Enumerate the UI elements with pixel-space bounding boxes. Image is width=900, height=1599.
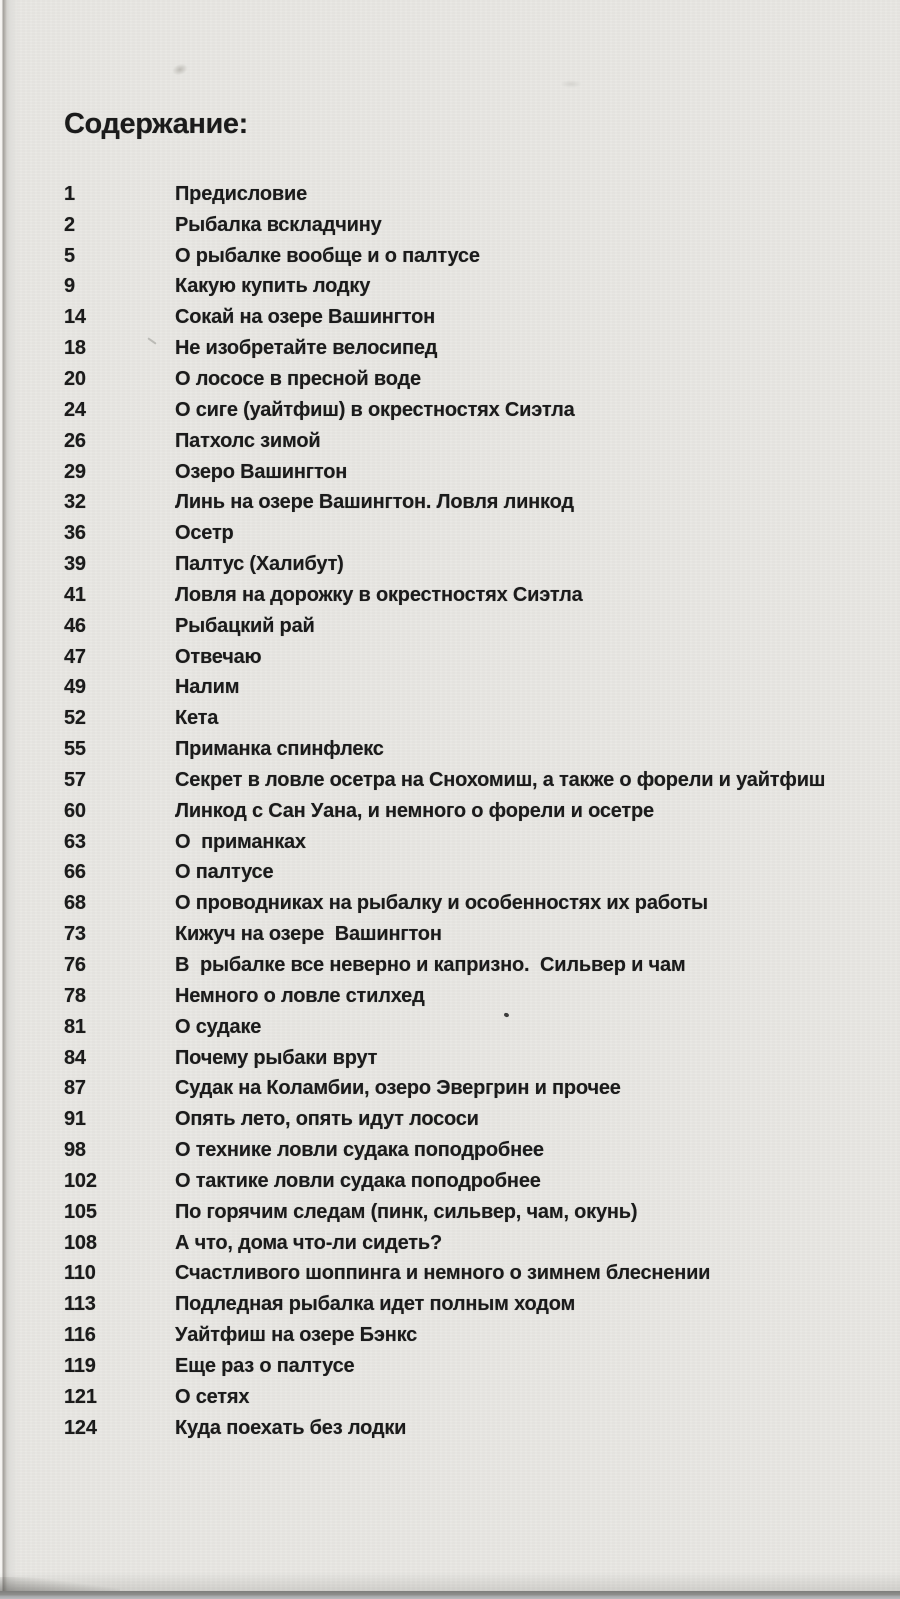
toc-entry-title: Подледная рыбалка идет полным ходом [175, 1293, 576, 1316]
toc-page-number: 14 [64, 306, 86, 329]
toc-row [64, 1320, 864, 1351]
toc-row [64, 241, 864, 272]
toc-entry-title: Предисловие [175, 182, 307, 205]
toc-page-number: 98 [64, 1139, 86, 1162]
toc-row [64, 673, 864, 704]
toc-page-number: 26 [64, 429, 86, 452]
toc-page-number: 29 [64, 460, 86, 483]
toc-page-number: 113 [64, 1293, 96, 1316]
toc-row [64, 858, 864, 889]
toc-page-number: 18 [64, 337, 86, 360]
toc-page-number: 110 [64, 1262, 96, 1285]
toc-row [64, 1259, 864, 1290]
toc-row [64, 1351, 864, 1382]
toc-entry-title: Озеро Вашингтон [175, 460, 348, 483]
toc-row [64, 487, 864, 518]
page-bottom-shadow [0, 1572, 900, 1592]
toc-row [64, 457, 864, 488]
toc-page-number: 105 [64, 1200, 97, 1223]
toc-entry-title: Немного о ловле стилхед [175, 984, 425, 1007]
toc-row [64, 765, 864, 796]
toc-entry-title: Ловля на дорожку в окрестностях Сиэтла [175, 583, 583, 606]
toc-entry-title: Судак на Коламбии, озеро Эвергрин и прочее [175, 1077, 621, 1100]
toc-row [64, 642, 864, 673]
toc-row [64, 1073, 864, 1104]
toc-entry-title: Линь на озере Вашингтон. Ловля линкод [175, 491, 574, 514]
toc-entry-title: Линкод с Сан Уана, и немного о форели и осетре [175, 799, 654, 822]
toc-page-number: 81 [64, 1015, 86, 1038]
toc-row [64, 1043, 864, 1074]
toc-row [64, 703, 864, 734]
toc-row [64, 426, 864, 457]
toc-entry-title: Кета [175, 707, 219, 730]
toc-entry-title: Налим [175, 676, 240, 699]
toc-entry-title: А что, дома что-ли сидеть? [175, 1231, 442, 1254]
toc-entry-title: Отвечаю [175, 645, 262, 668]
toc-entry-title: Секрет в ловле осетра на Снохомиш, а также о форели и уайтфиш [175, 768, 826, 791]
toc-entry-title: Сокай на озере Вашингтон [175, 306, 436, 329]
toc-row [64, 734, 864, 765]
toc-row [64, 919, 864, 950]
toc-entry-title: Еще раз о палтусе [175, 1354, 355, 1377]
toc-entry-title: В рыбалке все неверно и капризно. Сильвер и чам [175, 954, 686, 977]
toc-page-number: 41 [64, 583, 86, 606]
toc-row [64, 827, 864, 858]
toc-entry-title: Осетр [175, 522, 234, 545]
toc-entry-title: Кижуч на озере Вашингтон [175, 923, 442, 946]
toc-entry-title: О проводниках на рыбалку и особенностях их работы [175, 892, 708, 915]
toc-entry-title: Счастливого шоппинга и немного о зимнем блеснении [175, 1262, 711, 1285]
toc-page-number: 119 [64, 1354, 96, 1377]
toc-entry-title: Не изобретайте велосипед [175, 337, 438, 360]
toc-row [64, 981, 864, 1012]
toc-page-number: 2 [64, 213, 75, 236]
toc-row [64, 210, 864, 241]
toc-entry-title: Куда поехать без лодки [175, 1416, 407, 1439]
toc-page-number: 84 [64, 1046, 86, 1069]
toc-row [64, 395, 864, 426]
toc-row [64, 1413, 864, 1444]
scan-speck [171, 62, 190, 78]
toc-entry-title: Приманка спинфлекс [175, 738, 384, 761]
toc-row [64, 549, 864, 580]
toc-row [64, 1197, 864, 1228]
toc-row [64, 333, 864, 364]
toc-row [64, 302, 864, 333]
toc-page-number: 57 [64, 768, 86, 791]
scan-speck [560, 80, 582, 88]
toc-page-number: 9 [64, 275, 75, 298]
toc-row [64, 1166, 864, 1197]
toc-page-number: 5 [64, 244, 75, 267]
toc-entry-title: Палтус (Халибут) [175, 553, 344, 576]
toc-page-number: 36 [64, 522, 86, 545]
scanner-edge-bar [0, 1591, 900, 1599]
toc-row [64, 1135, 864, 1166]
toc-row [64, 611, 864, 642]
toc-page-number: 60 [64, 799, 86, 822]
toc-page-number: 55 [64, 738, 86, 761]
toc-entry-title: Рыбацкий рай [175, 614, 315, 637]
toc-row [64, 1228, 864, 1259]
toc-page-number: 49 [64, 676, 86, 699]
toc-page-number: 76 [64, 954, 86, 977]
toc-page-number: 68 [64, 892, 86, 915]
toc-entry-title: Почему рыбаки врут [175, 1046, 378, 1069]
toc-page-number: 1 [64, 182, 75, 205]
toc-page-number: 66 [64, 861, 86, 884]
toc-entry-title: О сетях [175, 1385, 250, 1408]
toc-page-number: 78 [64, 984, 86, 1007]
toc-page-number: 91 [64, 1108, 86, 1131]
toc-entry-title: Уайтфиш на озере Бэнкс [175, 1324, 418, 1347]
toc-row [64, 364, 864, 395]
toc-row [64, 888, 864, 919]
toc-entry-title: О палтусе [175, 861, 274, 884]
page-title: Содержание: [64, 108, 248, 141]
toc-page-number: 73 [64, 923, 86, 946]
toc-entry-title: Рыбалка вскладчину [175, 213, 382, 236]
toc-page-number: 52 [64, 707, 86, 730]
toc-page-number: 63 [64, 830, 86, 853]
toc-page-number: 24 [64, 398, 86, 421]
toc-row [64, 272, 864, 303]
toc-entry-title: О сиге (уайтфиш) в окрестностях Сиэтла [175, 398, 575, 421]
toc-row [64, 1382, 864, 1413]
toc-entry-title: О приманках [175, 830, 306, 853]
toc-row [64, 950, 864, 981]
toc-entry-title: О судаке [175, 1015, 262, 1038]
page-left-edge [0, 0, 18, 1592]
toc-entry-title: О технике ловли судака поподробнее [175, 1139, 544, 1162]
toc-list [64, 179, 864, 1444]
toc-page-number: 47 [64, 645, 86, 668]
toc-entry-title: О лососе в пресной воде [175, 367, 421, 390]
toc-entry-title: По горячим следам (пинк, сильвер, чам, окунь) [175, 1200, 638, 1223]
toc-page-number: 116 [64, 1324, 96, 1347]
toc-row [64, 796, 864, 827]
toc-entry-title: Опять лето, опять идут лососи [175, 1108, 479, 1131]
toc-row [64, 518, 864, 549]
toc-row [64, 580, 864, 611]
toc-page-number: 46 [64, 614, 86, 637]
toc-entry-title: О рыбалке вообще и о палтусе [175, 244, 480, 267]
toc-row [64, 1012, 864, 1043]
toc-page-number: 108 [64, 1231, 97, 1254]
toc-entry-title: О тактике ловли судака поподробнее [175, 1169, 541, 1192]
toc-page-number: 20 [64, 367, 86, 390]
toc-page-number: 121 [64, 1385, 97, 1408]
toc-page-number: 32 [64, 491, 86, 514]
toc-page-number: 124 [64, 1416, 97, 1439]
toc-page-number: 102 [64, 1169, 97, 1192]
toc-row [64, 1289, 864, 1320]
toc-row [64, 179, 864, 210]
toc-entry-title: Патхолс зимой [175, 429, 321, 452]
toc-entry-title: Какую купить лодку [175, 275, 371, 298]
toc-row [64, 1104, 864, 1135]
toc-page-number: 87 [64, 1077, 86, 1100]
toc-page-number: 39 [64, 553, 86, 576]
